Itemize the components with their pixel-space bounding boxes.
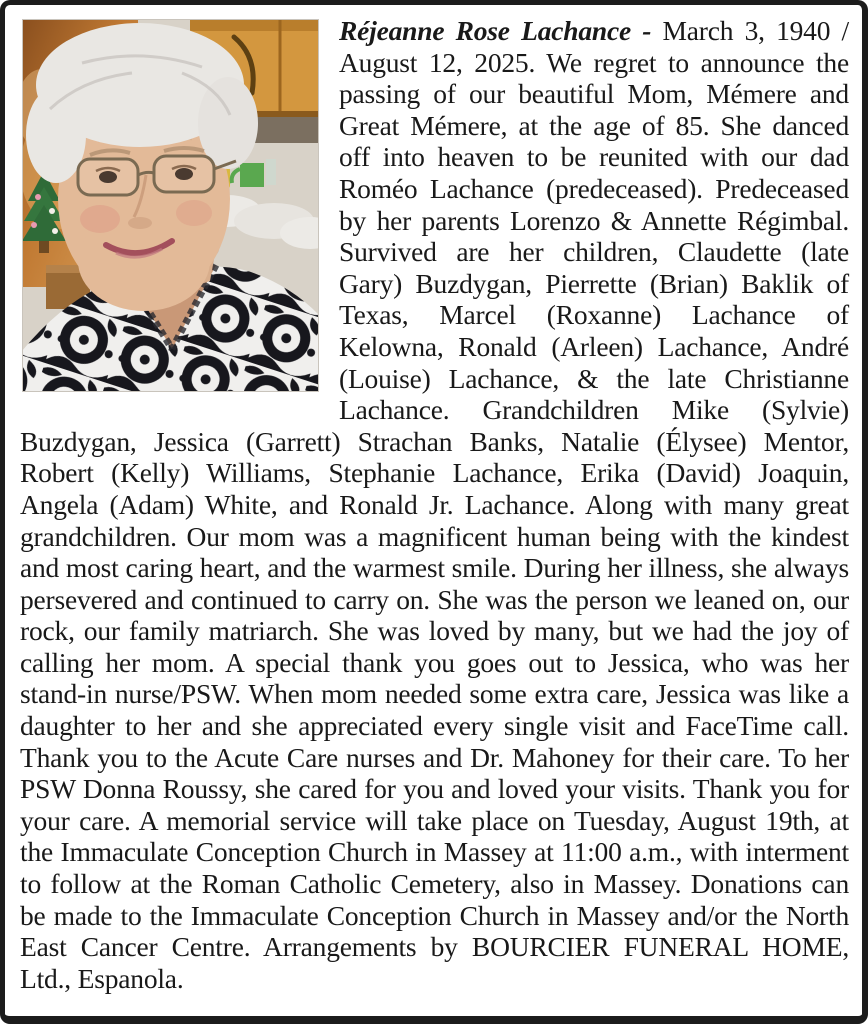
portrait-photo [22, 19, 319, 392]
deceased-name: Réjeanne Rose Lachance - [339, 15, 663, 46]
portrait-photo-illustration [22, 19, 319, 392]
obituary-body-text: March 3, 1940 / August 12, 2025. We regret to announce the passing of our beautiful Mom, Mémere and Great Mémere, at the age of 85. She danced off into heaven to be reunited with our dad Roméo Lachance (predeceased). Predeceased by her parents Lorenzo & Annette Régimbal. Survived are her children, Claudette (late Gary) Buzdygan, Pierrette (Brian) Baklik of Texas, Marcel (Roxanne) Lachance of Kelowna, Ronald (Arleen) Lachance, André (Louise) Lachance, & the late Christianne Lachance. Grandchildren Mike (Sylvie) Buzdygan, Jessica (Garrett) Strachan Banks, Natalie (Élysee) Mentor, Robert (Kelly) Williams, Stephanie Lachance, Erika (David) Joaquin, Angela (Adam) White, and Ronald Jr. Lachance. Along with many great grandchildren. Our mom was a magnificent human being with the kindest and most caring heart, and the warmest smile. During her illness, she always persevered and continued to carry on. She was the person we leaned on, our rock, our family matriarch. She was loved by many, but we had the joy of calling her mom. A special thank you goes out to Jessica, who was her stand-in nurse/PSW. When mom needed some extra care, Jessica was like a daughter to her and she appreciated every single visit and FaceTime call. Thank you to the Acute Care nurses and Dr. Mahoney for their care. To her PSW Donna Roussy, she cared for you and loved your visits. Thank you for your care. A memorial service will take place on Tuesday, August 19th, at the Immaculate Conception Church in Massey at 11:00 a.m., with interment to follow at the Roman Catholic Cemetery, also in Massey. Donations can be made to the Immaculate Conception Church in Massey and/or the North East Cancer Centre. Arrangements by BOURCIER FUNERAL HOME, Ltd., Espanola. [20, 15, 849, 994]
